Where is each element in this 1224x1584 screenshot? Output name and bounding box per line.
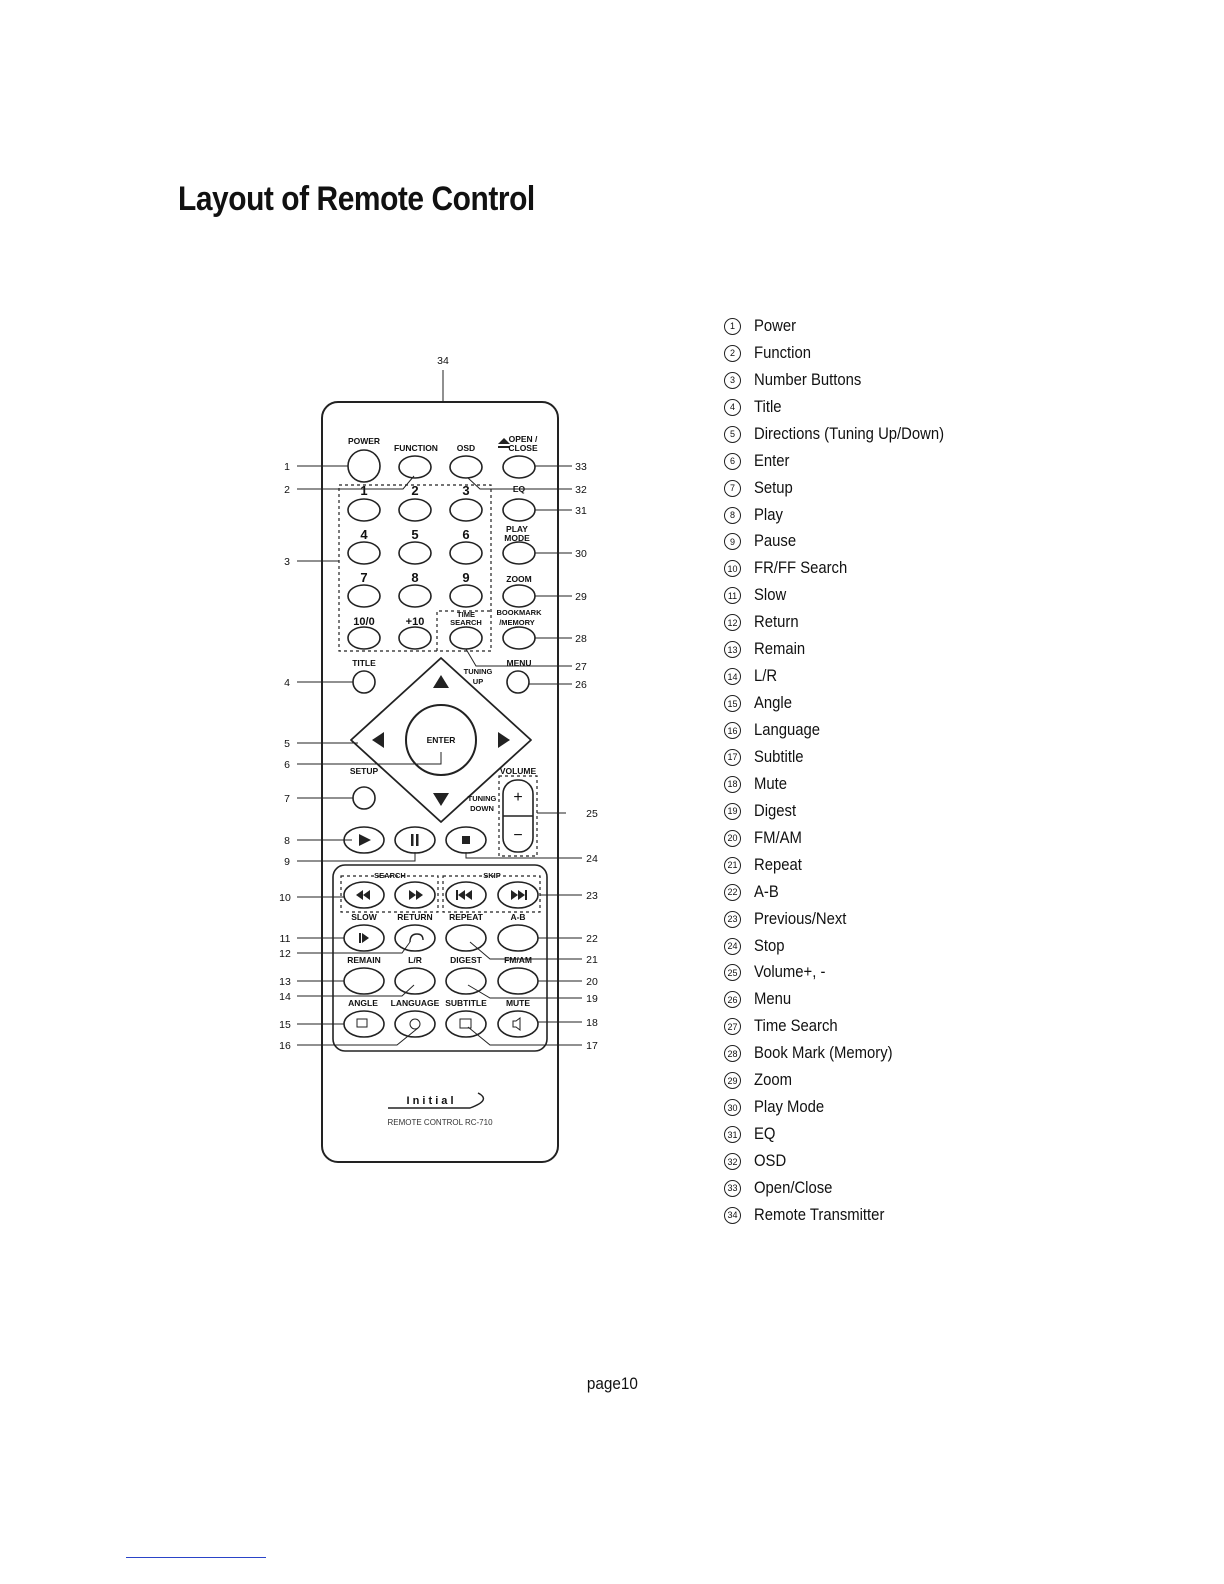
callout-1: 1 (284, 461, 290, 473)
legend-item (724, 960, 965, 987)
legend-label: Power (754, 316, 797, 335)
legend-item (724, 394, 965, 421)
callout-30: 30 (575, 548, 587, 560)
digit-1-button[interactable] (348, 499, 380, 521)
search-label: SEARCH (374, 871, 406, 880)
title-label: TITLE (352, 658, 376, 668)
fast-forward-icon (416, 890, 423, 900)
callout-7: 7 (284, 793, 290, 805)
legend-item (724, 1013, 965, 1040)
legend-number: 15 (724, 695, 741, 712)
legend-item (724, 502, 965, 529)
legend-label: Play (754, 505, 783, 524)
digest-label: DIGEST (450, 955, 482, 965)
legend-number: 2 (724, 345, 741, 362)
mute-icon (513, 1018, 520, 1030)
legend-number: 18 (724, 776, 741, 793)
legend-item (724, 636, 965, 663)
legend-label: Language (754, 721, 821, 740)
digit-5-button[interactable] (399, 542, 431, 564)
callout-16: 16 (279, 1040, 291, 1052)
legend-item (724, 340, 965, 367)
legend-label: Stop (754, 936, 785, 955)
legend-item (724, 717, 965, 744)
play-mode-button[interactable] (503, 542, 535, 564)
legend-label: Subtitle (754, 747, 804, 766)
down-arrow-icon[interactable] (433, 793, 449, 806)
callout-15: 15 (279, 1019, 291, 1031)
rewind-icon (356, 890, 363, 900)
legend-label: Pause (754, 532, 797, 551)
subtitle-icon (460, 1019, 471, 1028)
legend-label: Book Mark (Memory) (754, 1044, 893, 1063)
legend-number: 23 (724, 911, 741, 928)
legend-item (724, 906, 965, 933)
legend-label: Open/Close (754, 1178, 833, 1197)
slow-label: SLOW (351, 912, 377, 922)
callout-22: 22 (586, 933, 598, 945)
legend-item (724, 1094, 965, 1121)
legend-label: Slow (754, 586, 787, 605)
play-icon (359, 834, 371, 846)
menu-button[interactable] (507, 671, 529, 693)
legend-label: Angle (754, 694, 792, 713)
legend-item (724, 1202, 965, 1229)
legend-number: 20 (724, 830, 741, 847)
open-close-label-2: CLOSE (508, 443, 538, 453)
osd-button[interactable] (450, 456, 482, 478)
legend-number: 30 (724, 1099, 741, 1116)
legend-number: 26 (724, 991, 741, 1008)
angle-label: ANGLE (348, 998, 378, 1008)
legend-label: FR/FF Search (754, 559, 848, 578)
a-b-button[interactable] (498, 925, 538, 951)
subtitle-button[interactable] (446, 1011, 486, 1037)
language-icon (410, 1019, 420, 1029)
legend-number: 29 (724, 1072, 741, 1089)
legend-label: Enter (754, 451, 790, 470)
return-icon (410, 934, 423, 942)
legend-number: 6 (724, 453, 741, 470)
legend-item (724, 933, 965, 960)
remain-button[interactable] (344, 968, 384, 994)
legend-item (724, 582, 965, 609)
callout-14: 14 (279, 991, 291, 1003)
mute-label: MUTE (505, 998, 531, 1008)
language-button[interactable] (395, 1011, 435, 1037)
callout-3: 3 (284, 556, 290, 568)
angle-icon (357, 1019, 367, 1027)
legend-number: 3 (724, 372, 741, 389)
legend-item (724, 690, 965, 717)
bookmark-label-2: /MEMORY (499, 618, 535, 627)
callout-13: 13 (279, 976, 291, 988)
legend-item (724, 986, 965, 1013)
callout-line-12 (297, 942, 410, 953)
legend-label: Return (754, 613, 799, 632)
title-button[interactable] (353, 671, 375, 693)
legend-label: L/R (754, 667, 778, 686)
digit-9-button[interactable] (450, 585, 482, 607)
legend-number: 12 (724, 614, 741, 631)
setup-button[interactable] (353, 787, 375, 809)
page-title: Layout of Remote Control (178, 180, 535, 218)
remote-body (322, 402, 558, 1162)
fm-am-button[interactable] (498, 968, 538, 994)
digest-button[interactable] (446, 968, 486, 994)
osd-label: OSD (456, 443, 476, 453)
legend-list (724, 313, 965, 1229)
zoom-label: ZOOM (506, 574, 532, 584)
angle-button[interactable] (344, 1011, 384, 1037)
legend-item (724, 555, 965, 582)
digit-2-label: 2 (411, 483, 419, 498)
time-search-label-2: SEARCH (450, 618, 482, 627)
legend-number: 28 (724, 1045, 741, 1062)
legend-item (724, 798, 965, 825)
tuning-down-label-2: DOWN (470, 804, 494, 813)
digit-6-button[interactable] (450, 542, 482, 564)
open-close-label-1: OPEN / (508, 434, 538, 444)
l-r-button[interactable] (395, 968, 435, 994)
page-number: page10 (586, 1374, 638, 1393)
legend-label: Previous/Next (754, 909, 847, 928)
legend-item (724, 852, 965, 879)
pause-icon (411, 834, 414, 846)
legend-item (724, 367, 965, 394)
digit-4-button[interactable] (348, 542, 380, 564)
pause-button[interactable] (395, 827, 435, 853)
volume-plus-label: + (513, 789, 523, 806)
legend-label: Number Buttons (754, 370, 862, 389)
skip-label: SKIP (483, 871, 501, 880)
open-close-button[interactable] (503, 456, 535, 478)
legend-number: 8 (724, 507, 741, 524)
repeat-label: REPEAT (449, 912, 483, 922)
legend-label: Menu (754, 990, 792, 1009)
callout-12: 12 (279, 948, 291, 960)
play-mode-label-1: PLAY (506, 524, 528, 534)
callout-33: 33 (575, 461, 587, 473)
callout-26: 26 (575, 679, 587, 691)
legend-number: 13 (724, 641, 741, 658)
legend-label: Volume+, - (754, 963, 826, 982)
legend-number: 19 (724, 803, 741, 820)
right-arrow-icon[interactable] (498, 732, 510, 748)
callout-8: 8 (284, 835, 290, 847)
legend-number: 32 (724, 1153, 741, 1170)
up-arrow-icon[interactable] (433, 675, 449, 688)
legend-item (724, 529, 965, 556)
language-label: LANGUAGE (390, 998, 440, 1008)
remain-label: REMAIN (347, 955, 381, 965)
play-mode-label-2: MODE (504, 533, 530, 543)
digit-plus10-label: +10 (405, 616, 425, 628)
callout-11: 11 (279, 933, 291, 945)
legend-number: 22 (724, 884, 741, 901)
model-label: REMOTE CONTROL RC-710 (387, 1118, 493, 1127)
legend-label: Zoom (754, 1071, 792, 1090)
skip-previous-icon (456, 890, 458, 900)
time-search-button[interactable] (450, 627, 482, 649)
lr-label: L/R (408, 955, 422, 965)
callout-21: 21 (586, 954, 598, 966)
subtitle-label: SUBTITLE (445, 998, 487, 1008)
function-label: FUNCTION (394, 443, 438, 453)
slow-icon (359, 933, 361, 943)
digit-3-button[interactable] (450, 499, 482, 521)
legend-number: 10 (724, 560, 741, 577)
digit-1-label: 1 (360, 483, 368, 498)
legend-number: 1 (724, 318, 741, 335)
tuning-down-label-1: TUNING (467, 794, 497, 803)
callout-25: 25 (586, 808, 598, 820)
digit-7-button[interactable] (348, 585, 380, 607)
zoom-button[interactable] (503, 585, 535, 607)
page-footer (0, 1374, 1224, 1394)
callout-18: 18 (586, 1017, 598, 1029)
eq-button[interactable] (503, 499, 535, 521)
callout-6: 6 (284, 759, 290, 771)
digit-2-button[interactable] (399, 499, 431, 521)
legend-number: 27 (724, 1018, 741, 1035)
bookmark-label-1: BOOKMARK (496, 608, 542, 617)
callout-20: 20 (586, 976, 598, 988)
legend-label: Function (754, 343, 811, 362)
digit-8-label: 8 (411, 570, 419, 585)
legend-label: Play Mode (754, 1098, 825, 1117)
return-button[interactable] (395, 925, 435, 951)
volume-label: VOLUME (499, 766, 537, 776)
callout-17: 17 (586, 1040, 598, 1052)
callout-23: 23 (586, 890, 598, 902)
digit-plus10-button[interactable] (399, 627, 431, 649)
callout-4: 4 (284, 677, 290, 689)
legend-label: A-B (754, 882, 779, 901)
legend-label: Mute (754, 774, 788, 793)
callout-line-19 (468, 985, 582, 998)
callout-28: 28 (575, 633, 587, 645)
return-label: RETURN (397, 912, 433, 922)
time-search-label-1: TIME (457, 610, 475, 619)
legend-item (724, 771, 965, 798)
callout-5: 5 (284, 738, 290, 750)
legend-item (724, 1040, 965, 1067)
legend-label: Remain (754, 640, 806, 659)
legend-number: 21 (724, 857, 741, 874)
digit-7-label: 7 (360, 570, 368, 585)
legend-item (724, 879, 965, 906)
digit-3-label: 3 (462, 483, 470, 498)
setup-label: SETUP (349, 766, 379, 776)
legend-item (724, 663, 965, 690)
callout-line-9 (297, 852, 415, 861)
legend-number: 31 (724, 1126, 741, 1143)
callout-31: 31 (575, 505, 587, 517)
callout-line-24 (466, 852, 582, 858)
legend-number: 9 (724, 533, 741, 550)
legend-item (724, 313, 965, 340)
legend-label: Remote Transmitter (754, 1205, 885, 1224)
callout-19: 19 (586, 993, 598, 1005)
legend-label: Title (754, 397, 782, 416)
legend-item (724, 609, 965, 636)
tuning-up-label-1: TUNING (463, 667, 493, 676)
callout-32: 32 (575, 484, 587, 496)
callout-34: 34 (437, 355, 449, 367)
power-label: POWER (347, 436, 381, 446)
digit-6-label: 6 (462, 527, 470, 542)
callout-line-6 (297, 752, 441, 764)
legend-label: Repeat (754, 855, 802, 874)
footnote-separator (126, 1557, 266, 1558)
legend-label: FM/AM (754, 828, 802, 847)
legend-number: 11 (724, 587, 741, 604)
menu-label: MENU (506, 658, 532, 668)
fmam-label: FM/AM (504, 955, 532, 965)
function-button[interactable] (399, 456, 431, 478)
callout-27: 27 (575, 661, 587, 673)
legend-number: 7 (724, 480, 741, 497)
digit-10-0-button[interactable] (348, 627, 380, 649)
legend-item (724, 1067, 965, 1094)
bookmark-button[interactable] (503, 627, 535, 649)
legend-item (724, 475, 965, 502)
stop-icon (462, 836, 470, 844)
callout-9: 9 (284, 856, 290, 868)
legend-number: 24 (724, 938, 741, 955)
legend-item (724, 421, 965, 448)
legend-item (724, 1121, 965, 1148)
legend-item (724, 1148, 965, 1175)
legend-number: 4 (724, 399, 741, 416)
legend-number: 5 (724, 426, 741, 443)
legend-item (724, 1175, 965, 1202)
repeat-button[interactable] (446, 925, 486, 951)
legend-item (724, 448, 965, 475)
callout-line-2 (297, 476, 414, 489)
legend-number: 16 (724, 722, 741, 739)
legend-number: 25 (724, 964, 741, 981)
digit-4-label: 4 (360, 527, 368, 542)
callout-10: 10 (279, 892, 291, 904)
legend-number: 17 (724, 749, 741, 766)
brand-name: I n i t i a l (406, 1095, 454, 1107)
tuning-up-label-2: UP (472, 677, 484, 686)
legend-number: 34 (724, 1207, 741, 1224)
left-arrow-icon[interactable] (372, 732, 384, 748)
digit-9-label: 9 (462, 570, 470, 585)
ab-label: A-B (510, 912, 526, 922)
enter-label: ENTER (426, 735, 456, 745)
skip-next-icon (518, 890, 525, 900)
callout-2: 2 (284, 484, 290, 496)
legend-label: Time Search (754, 1017, 838, 1036)
legend-label: Digest (754, 801, 797, 820)
legend-number: 33 (724, 1180, 741, 1197)
legend-item (724, 825, 965, 852)
legend-number: 14 (724, 668, 741, 685)
eq-label: EQ (512, 484, 526, 494)
volume-minus-label: − (513, 827, 523, 844)
digit-10-0-label: 10/0 (353, 616, 375, 628)
mute-button[interactable] (498, 1011, 538, 1037)
legend-item (724, 744, 965, 771)
callout-29: 29 (575, 591, 587, 603)
power-button[interactable] (348, 450, 380, 482)
legend-label: Directions (Tuning Up/Down) (754, 424, 945, 443)
legend-label: Setup (754, 478, 793, 497)
digit-5-label: 5 (411, 527, 419, 542)
legend-label: EQ (754, 1125, 776, 1144)
legend-label: OSD (754, 1152, 787, 1171)
callout-24: 24 (586, 853, 598, 865)
digit-8-button[interactable] (399, 585, 431, 607)
